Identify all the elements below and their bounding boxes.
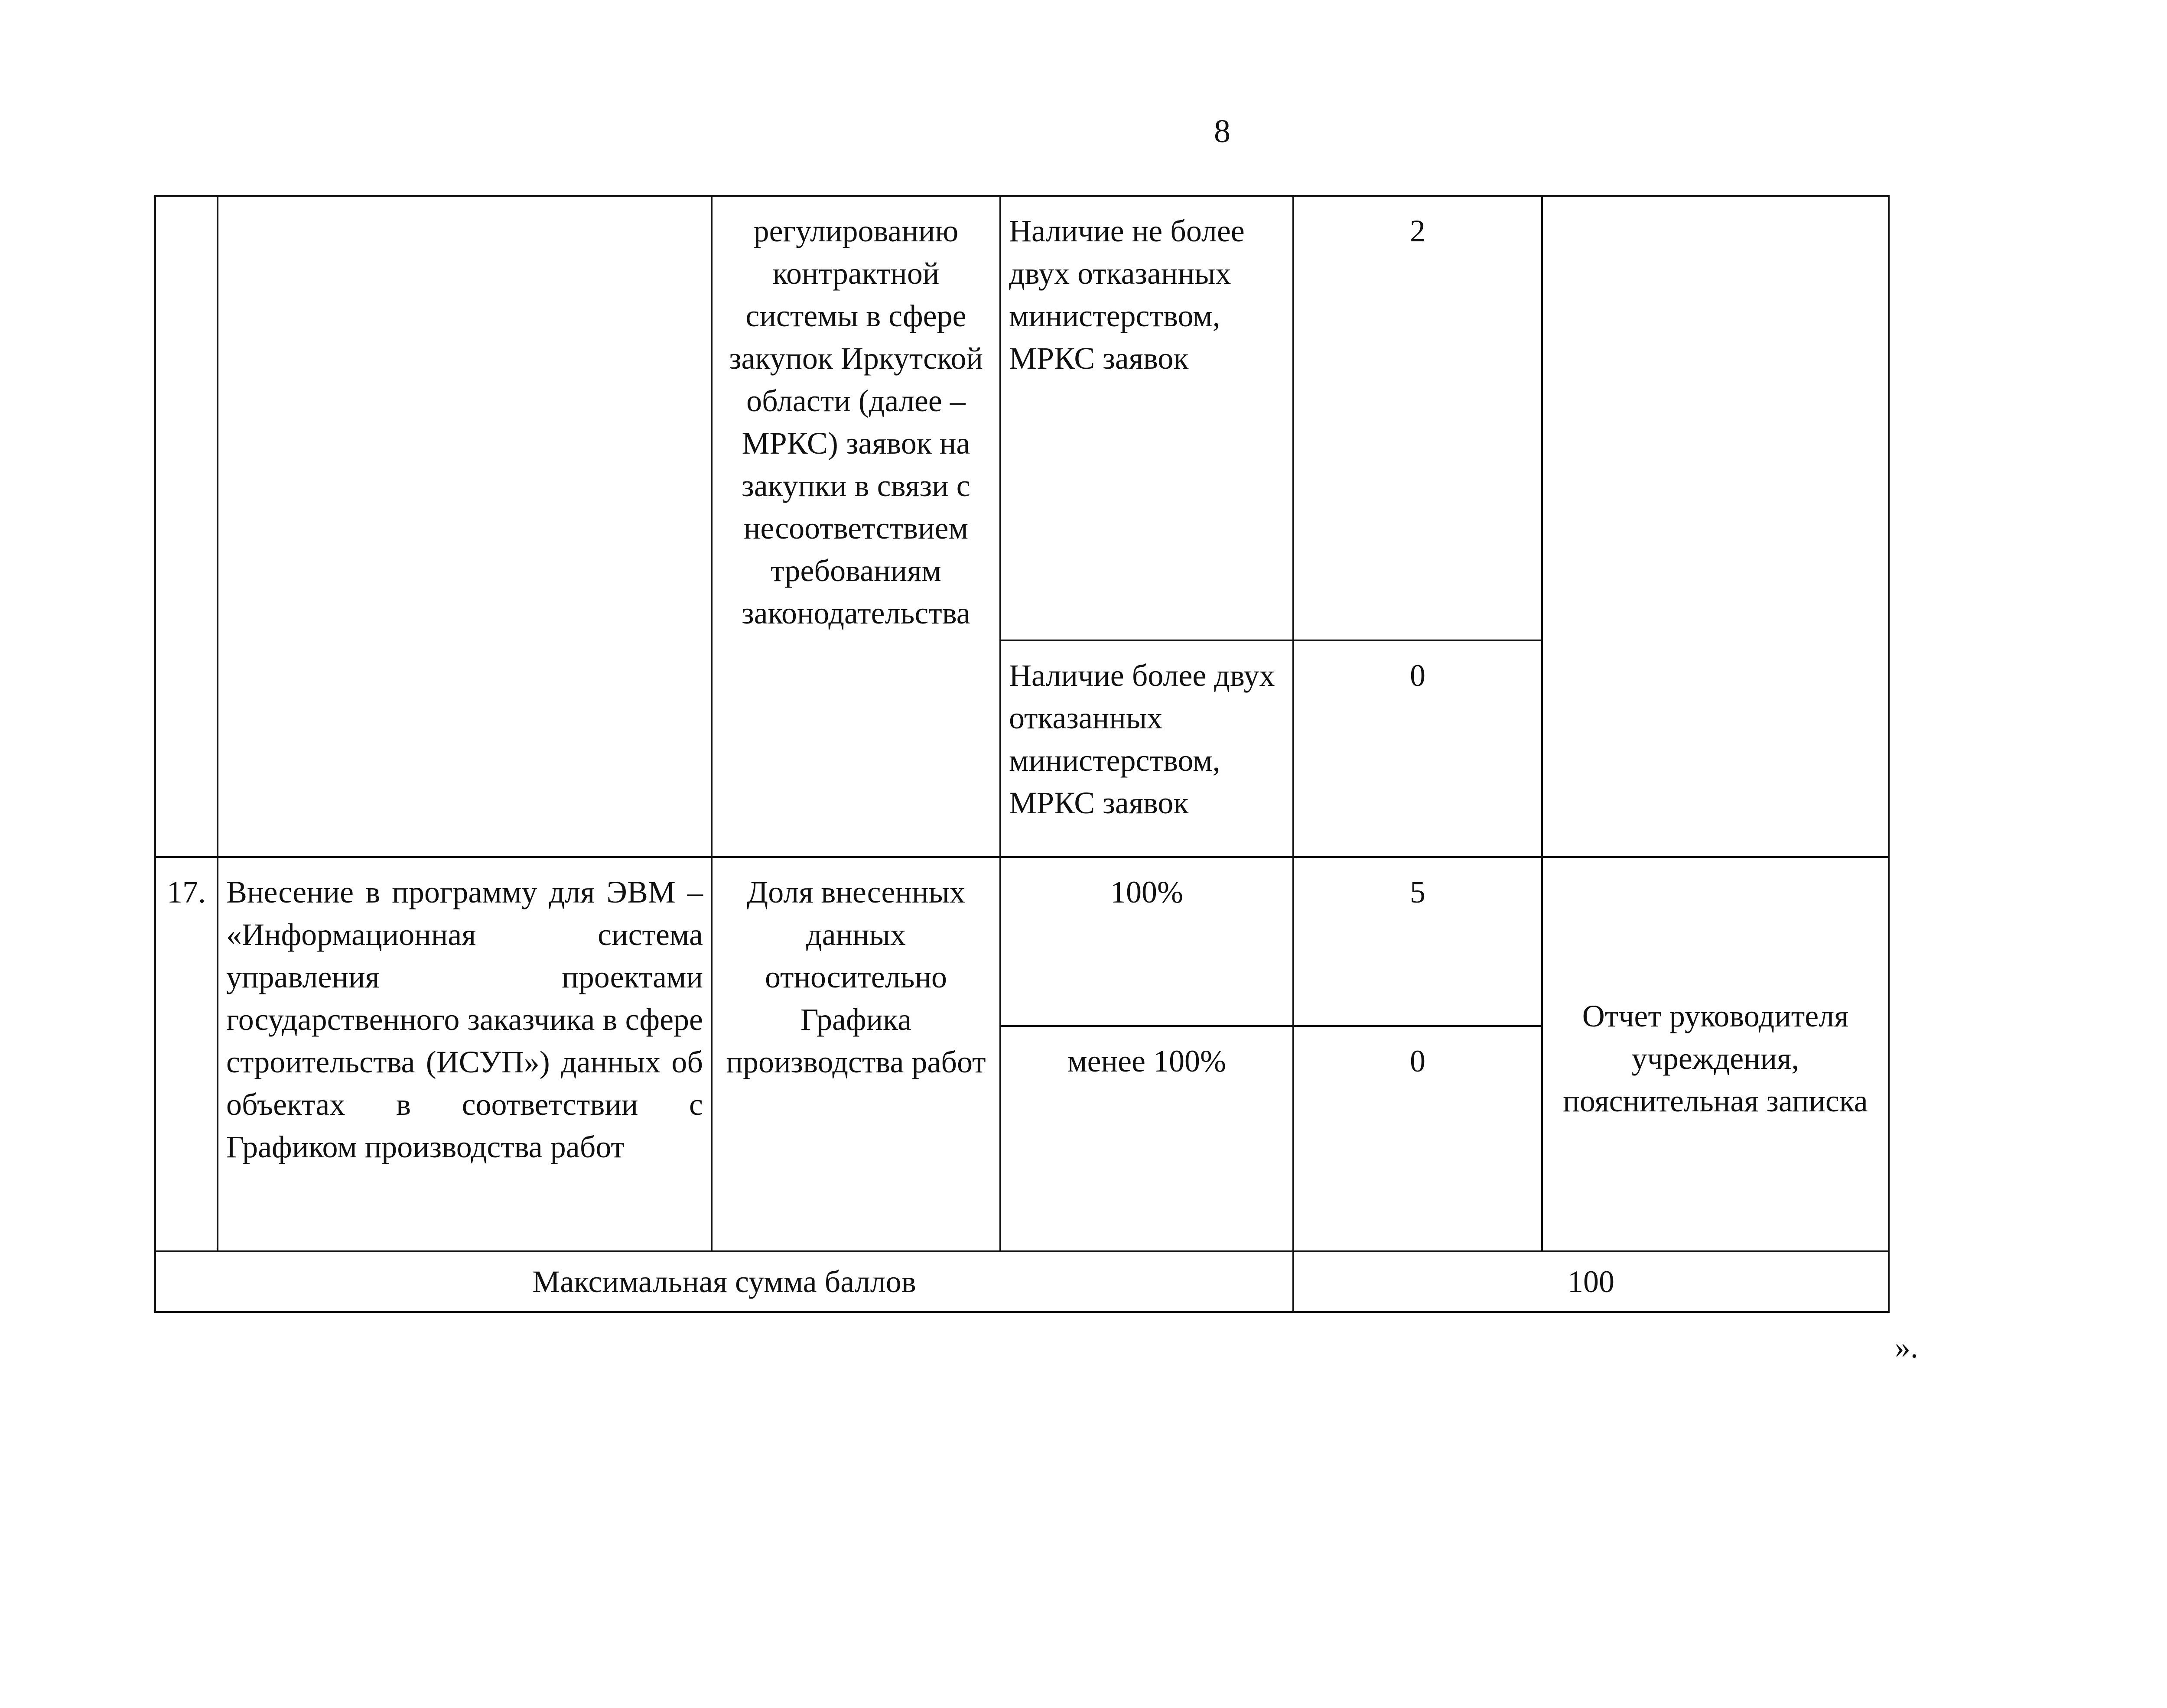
- source-cell: Отчет руководителя учреждения, пояснительная записка: [1542, 857, 1889, 1251]
- points-cell: 2: [1293, 196, 1542, 640]
- condition-cell: Наличие не более двух отказанных министерством, МРКС заявок: [1000, 196, 1293, 640]
- condition-cell: менее 100%: [1000, 1026, 1293, 1251]
- table-row: [155, 196, 1889, 640]
- table-row: [155, 857, 1889, 1026]
- criterion-cell: Доля внесенных данных относительно Графика производства работ: [712, 857, 1000, 1251]
- row-number-cell: 17.: [155, 857, 218, 1251]
- evaluation-table: [154, 195, 1890, 1313]
- total-value: 100: [1293, 1251, 1889, 1312]
- indicator-cell: Внесение в программу для ЭВМ – «Информационная система управления проектами государственного заказчика в сфере строительства (ИСУП») данных об объектах в соответствии с Графиком производства работ: [218, 857, 712, 1251]
- total-row: [155, 1251, 1889, 1312]
- closing-quote: ».: [1895, 1330, 1918, 1364]
- points-cell: 5: [1293, 857, 1542, 1026]
- points-cell: 0: [1293, 640, 1542, 857]
- source-cell: [1542, 196, 1889, 857]
- points-cell: 0: [1293, 1026, 1542, 1251]
- indicator-cell: [218, 196, 712, 857]
- condition-cell: 100%: [1000, 857, 1293, 1026]
- criterion-cell: регулированию контрактной системы в сфере закупок Иркутской области (далее – МРКС) заявок на закупки в связи с несоответствием требованиям законодательства: [712, 196, 1000, 857]
- page-number: 8: [1214, 113, 1230, 149]
- row-number-cell: [155, 196, 218, 857]
- total-label: Максимальная сумма баллов: [155, 1251, 1293, 1312]
- condition-cell: Наличие более двух отказанных министерством, МРКС заявок: [1000, 640, 1293, 857]
